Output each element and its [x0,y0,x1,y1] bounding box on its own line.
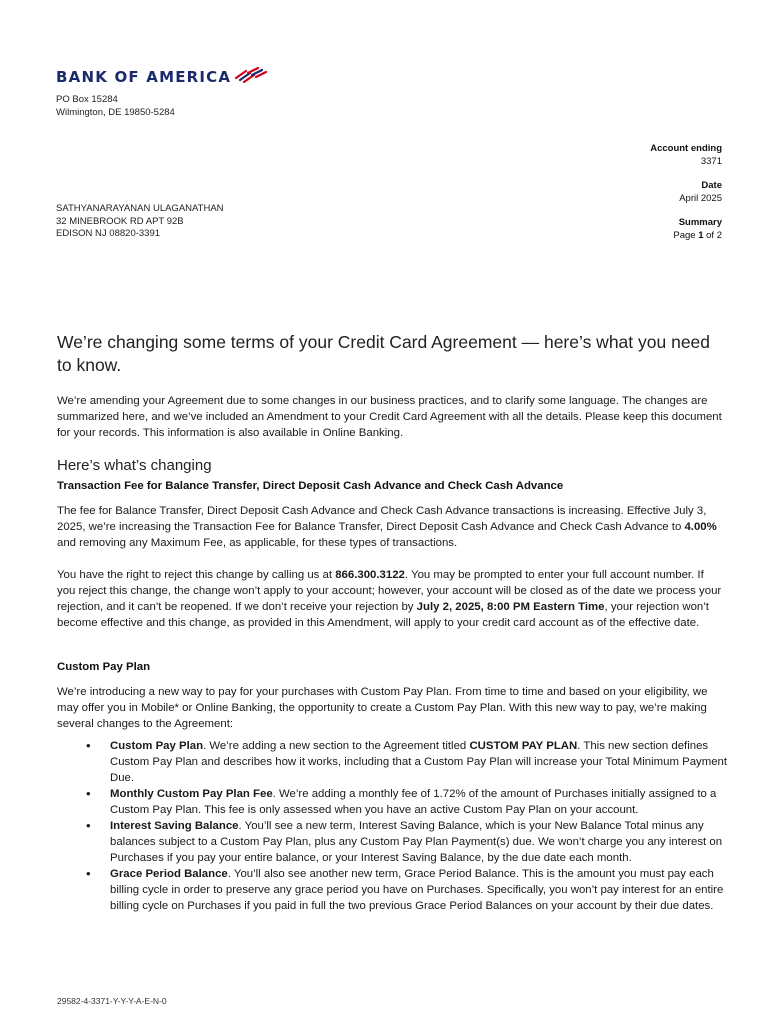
statement-date [522,180,722,205]
summary-block [522,217,722,242]
document-code: 29582-4-3371-Y-Y-Y-A-E-N-0 [57,996,167,1006]
bank-logo [56,68,268,86]
list-item: • Custom Pay Plan. We’re adding a new section to the Agreement titled CUSTOM PAY PLAN. This new section defines Custom Pay Plan and describes how it works, including that a Custom Pay Plan will increase your Total Minimum Payment Due. [84,738,729,786]
summary-label: Summary [678,217,722,228]
fee-paragraph: The fee for Balance Transfer, Direct Deposit Cash Advance and Check Cash Advance transactions is increasing. Effective July 3, 2025, we’re increasing the Transaction Fee for Balance Transfer, Direct Deposit Cash Advance and Check Cash Advance to 4.00% and removing any Maximum Fee, as applicable, for these types of transactions. [57,505,717,549]
custom-pay-heading: Custom Pay Plan [57,661,151,673]
list-item: • Grace Period Balance. You’ll also see another new term, Grace Period Balance. This is the amount you must pay each billing cycle in order to preserve any grace period you have on Purchases. Specifically, you won’t pay interest for an entire billing cycle on Purchases if you paid in full the two previous Grace Period Balances on your account by their due dates. [84,866,729,914]
new-fee-rate: 4.00% [684,521,717,533]
fee-section-heading: Transaction Fee for Balance Transfer, Direct Deposit Cash Advance and Check Cash Advance [57,480,564,492]
recipient-name: SATHYANARAYANAN ULAGANATHAN [56,203,224,214]
recipient-city: EDISON NJ 08820-3391 [56,228,161,239]
changing-heading: Here’s what’s changing [57,457,212,474]
rejection-deadline: July 2, 2025, 8:00 PM Eastern Time [416,601,605,613]
date-label: Date [701,180,722,191]
account-ending [522,143,722,168]
return-address [56,94,175,119]
letter-title: We’re changing some terms of your Credit Card Agreement — here’s what you need to know. [57,332,711,375]
date-value: April 2025 [679,192,722,204]
intro-paragraph: We’re amending your Agreement due to some changes in our business practices, and to clarify some language. The changes are summarized here, and we’ve included an Amendment to your Credit Card Agreement with all the details. Please keep this document for your records. This information is also available in Online Banking. [57,395,722,439]
flag-logo-icon [234,67,268,83]
custom-pay-intro: We’re introducing a new way to pay for your purchases with Custom Pay Plan. From time to time and based on your eligibility, we may offer you in Mobile* or Online Banking, the opportunity to create a Custom Pay Plan. With this new way to pay, we’re making several changes to the Agreement: [57,686,708,730]
reject-paragraph: You have the right to reject this change by calling us at 866.300.3122. You may be prompted to enter your full account number. If you reject this change, the change won’t apply to your account; however, your account will be closed as of the date we process your rejection, and it can’t be reopened. If we don’t receive your rejection by July 2, 2025, 8:00 PM Eastern Time, your rejection won’t become effective and this change, as provided in this Amendment, will apply to your credit card account as of the effective date. [57,569,722,629]
list-item: • Interest Saving Balance. You’ll see a new term, Interest Saving Balance, which is your New Balance Total minus any balances subject to a Custom Pay Plan, plus any Custom Pay Plan Payment(s) due. We won’t charge you any interest on Purchases if you pay your entire balance, or your Interest Saving Balance, by the due date each month. [84,818,729,866]
account-ending-value: 3371 [700,155,722,167]
list-item: • Monthly Custom Pay Plan Fee. We’re adding a monthly fee of 1.72% of the amount of Purchases initially assigned to a Custom Pay Plan. This fee is only assessed when you have an active Custom Pay Plan on your account. [84,786,729,818]
return-address-line: Wilmington, DE 19850-5284 [56,106,175,118]
custom-pay-bullets [84,738,729,914]
recipient-address [56,203,224,241]
page-indicator: Page 1 of 2 [673,229,722,241]
recipient-street: 32 MINEBROOK RD APT 92B [56,215,184,227]
logo-wordmark: BANK OF AMERICA [56,68,232,86]
account-ending-label: Account ending [650,143,722,154]
phone-number: 866.300.3122 [335,569,405,581]
return-address-line: PO Box 15284 [56,94,118,105]
